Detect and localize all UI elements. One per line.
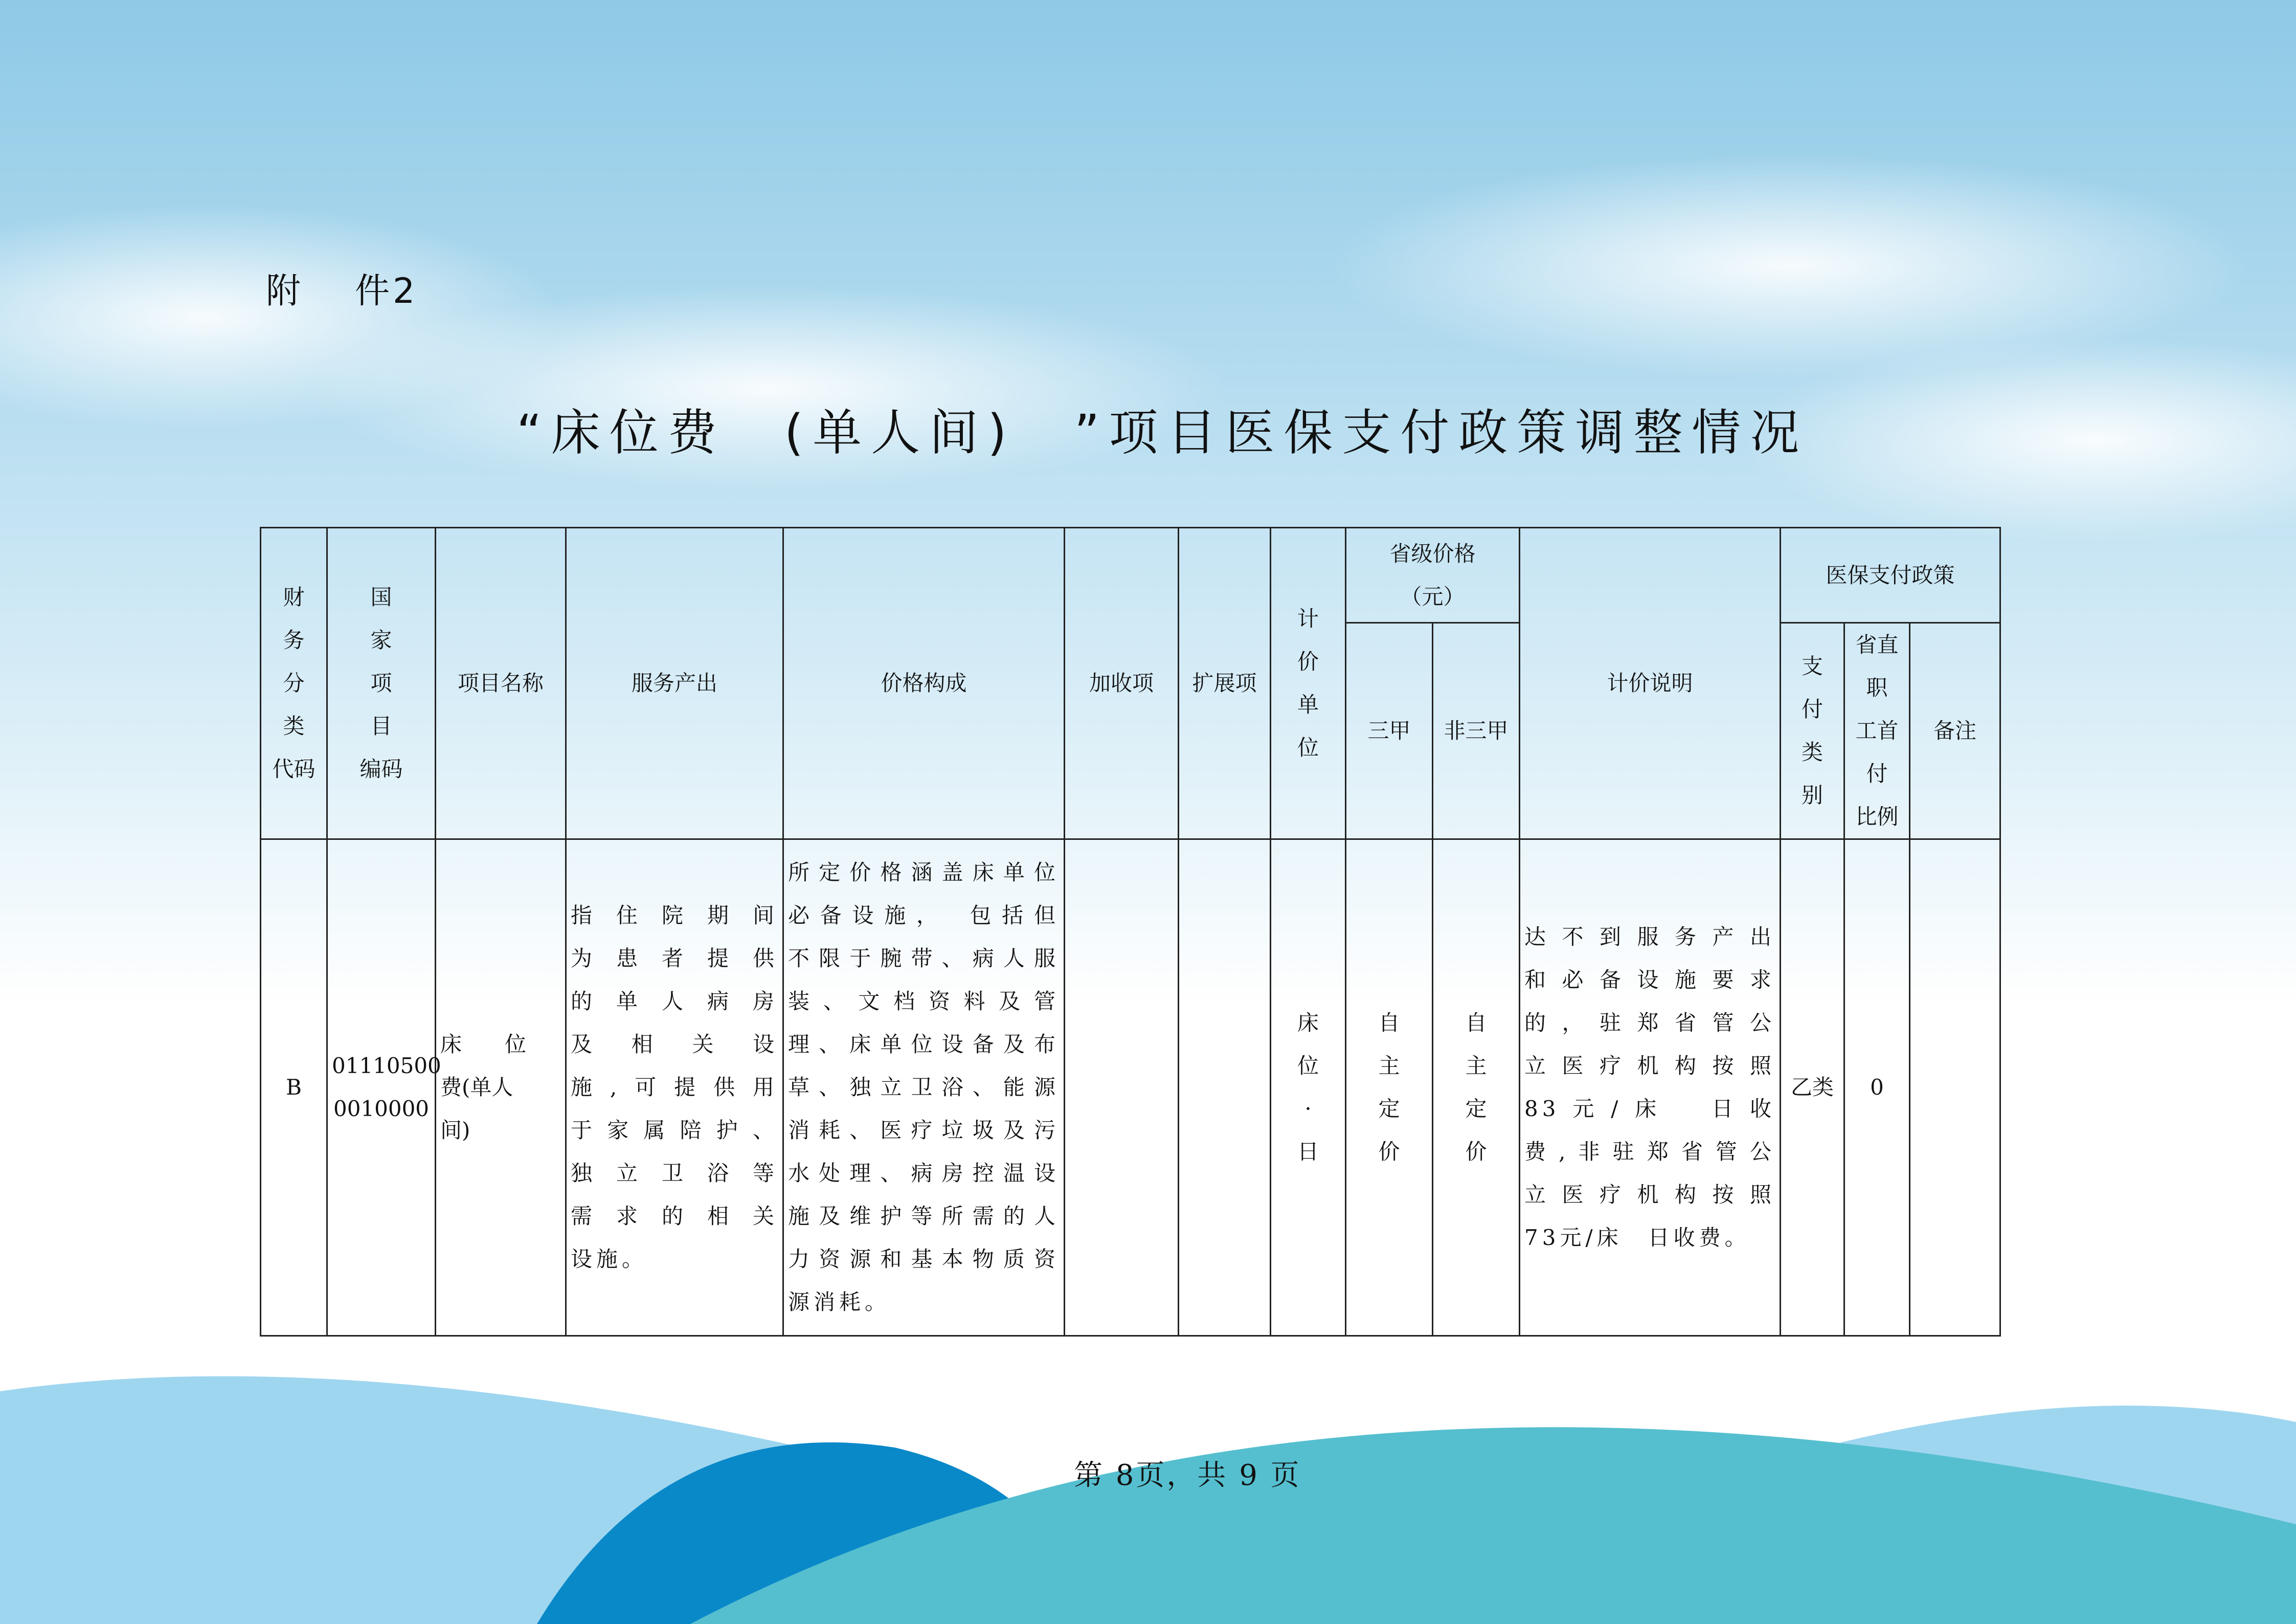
header-item-name: 项目名称 (436, 528, 566, 839)
header-payment-type: 支 付 类 别 (1781, 623, 1844, 839)
header-extra-charge: 加收项 (1065, 528, 1179, 839)
header-extension: 扩展项 (1179, 528, 1271, 839)
header-non-tier3a: 非三甲 (1433, 623, 1520, 839)
cell-copay-ratio: 0 (1844, 839, 1910, 1336)
header-national-code: 国 家 项 目 编码 (327, 528, 436, 839)
cell-price-composition: 所定价格涵盖床单位 必备设施， 包括但 不限于腕带、病人服 装、文档资料及管 理、床单位设备及布 草、独立卫浴、能源 消耗、医疗垃圾及污 水处理、病房控温设 施及维护等所需的人 力资源和基本物质资 源消耗。 (783, 839, 1065, 1336)
cell-service-output: 指住院期间 为患者提供 的单人病房 及 相 关 设 施,可提供用 于家属陪护、 独立卫浴等 需求的相关 设施。 (566, 839, 783, 1336)
header-insurance-policy: 医保支付政策 (1781, 528, 2000, 623)
cell-extra-charge (1065, 839, 1179, 1336)
header-provincial-price: 省级价格 （元） (1346, 528, 1520, 623)
cell-pricing-unit: 床 位 · 日 (1271, 839, 1346, 1336)
cell-item-name: 床 位 费(单人 间) (436, 839, 566, 1336)
header-pricing-unit: 计 价 单 位 (1271, 528, 1346, 839)
header-pricing-note: 计价说明 (1520, 528, 1781, 839)
cell-payment-type: 乙类 (1781, 839, 1844, 1336)
cell-remark (1910, 839, 2000, 1336)
table-row (261, 839, 2000, 1336)
policy-table (260, 527, 2001, 1337)
header-fin-code: 财 务 分 类 代码 (261, 528, 327, 839)
header-tier3a: 三甲 (1346, 623, 1433, 839)
cell-non-tier3a-price: 自 主 定 价 (1433, 839, 1520, 1336)
cell-fin-code: B (261, 839, 327, 1336)
page-footer: 第 8页，共 9 页 (1074, 1459, 1301, 1492)
header-copay-ratio: 省直职 工首付 比例 (1844, 623, 1910, 839)
header-price-composition: 价格构成 (783, 528, 1065, 839)
page-title: “床位费 (单人间) ”项目医保支付政策调整情况 (516, 404, 1809, 461)
attachment-label (266, 263, 418, 313)
header-service-output: 服务产出 (566, 528, 783, 839)
header-remark: 备注 (1910, 623, 2000, 839)
attachment-label-b: 件2 (355, 271, 418, 312)
cell-tier3a-price: 自 主 定 价 (1346, 839, 1433, 1336)
cell-national-code: 01110500 0010000 (327, 839, 436, 1336)
cell-pricing-note: 达不到服务产出 和必备设施要求 的，驻郑省管公 立医疗机构按照 83元/床 日收 费,非驻郑省管公 立医疗机构按照 73元/床 日收费。 (1520, 839, 1781, 1336)
attachment-label-a: 附 (266, 271, 304, 312)
cell-extension (1179, 839, 1271, 1336)
